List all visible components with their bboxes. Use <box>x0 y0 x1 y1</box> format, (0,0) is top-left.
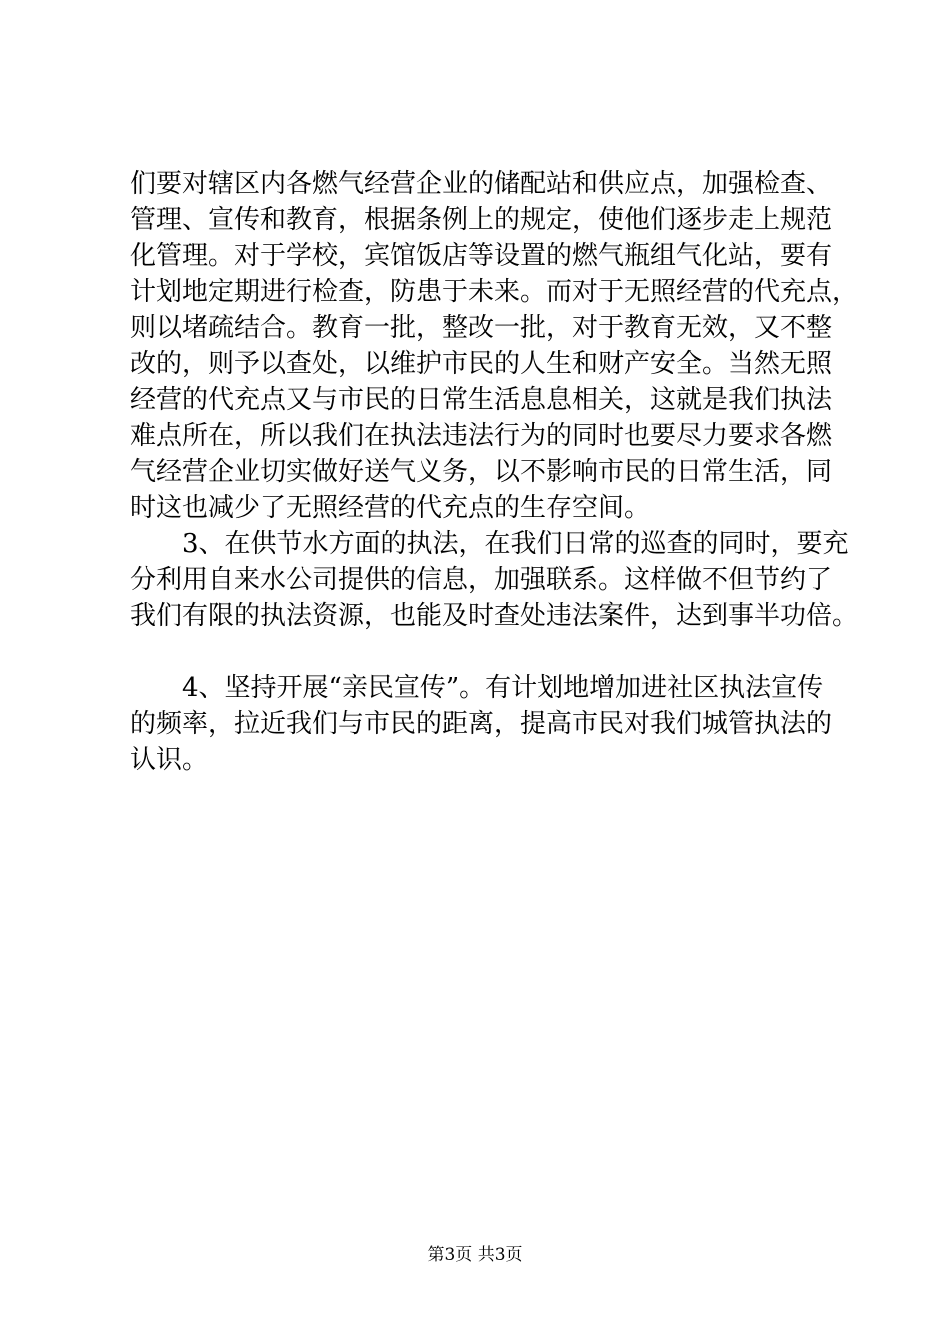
body-text-line: 分利用自来水公司提供的信息，加强联系。这样做不但节约了 <box>130 565 833 595</box>
body-text-line: 则以堵疏结合。教育一批，整改一批，对于教育无效，又不整 <box>130 313 833 343</box>
body-text-line: 的频率，拉近我们与市民的距离，提高市民对我们城管执法的 <box>130 709 833 739</box>
body-text-line: 气经营企业切实做好送气义务，以不影响市民的日常生活，同 <box>130 457 833 487</box>
body-text-line: 管理、宣传和教育，根据条例上的规定，使他们逐步走上规范 <box>130 205 833 235</box>
body-text-line: 经营的代充点又与市民的日常生活息息相关，这就是我们执法 <box>130 385 833 415</box>
body-text-line: 计划地定期进行检查，防患于未来。而对于无照经营的代充点， <box>130 277 859 307</box>
body-text-line: 认识。 <box>130 745 209 775</box>
paragraph-3-line: 3、在供节水方面的执法，在我们日常的巡查的同时，要充 <box>130 529 849 559</box>
body-text-line: 化管理。对于学校，宾馆饭店等设置的燃气瓶组气化站，要有 <box>130 241 833 271</box>
body-text-line: 时这也减少了无照经营的代充点的生存空间。 <box>130 493 651 523</box>
body-text-line: 难点所在，所以我们在执法违法行为的同时也要尽力要求各燃 <box>130 421 833 451</box>
paragraph-4-line: 4、坚持开展“亲民宣传”。有计划地增加进社区执法宣传 <box>130 673 824 703</box>
body-text-line: 们要对辖区内各燃气经营企业的储配站和供应点，加强检查、 <box>130 169 833 199</box>
body-text-line: 我们有限的执法资源，也能及时查处违法案件，达到事半功倍。 <box>130 601 859 631</box>
page-number-footer: 第3页 共3页 <box>427 1245 523 1265</box>
body-text-line: 改的，则予以查处，以维护市民的人生和财产安全。当然无照 <box>130 349 833 379</box>
